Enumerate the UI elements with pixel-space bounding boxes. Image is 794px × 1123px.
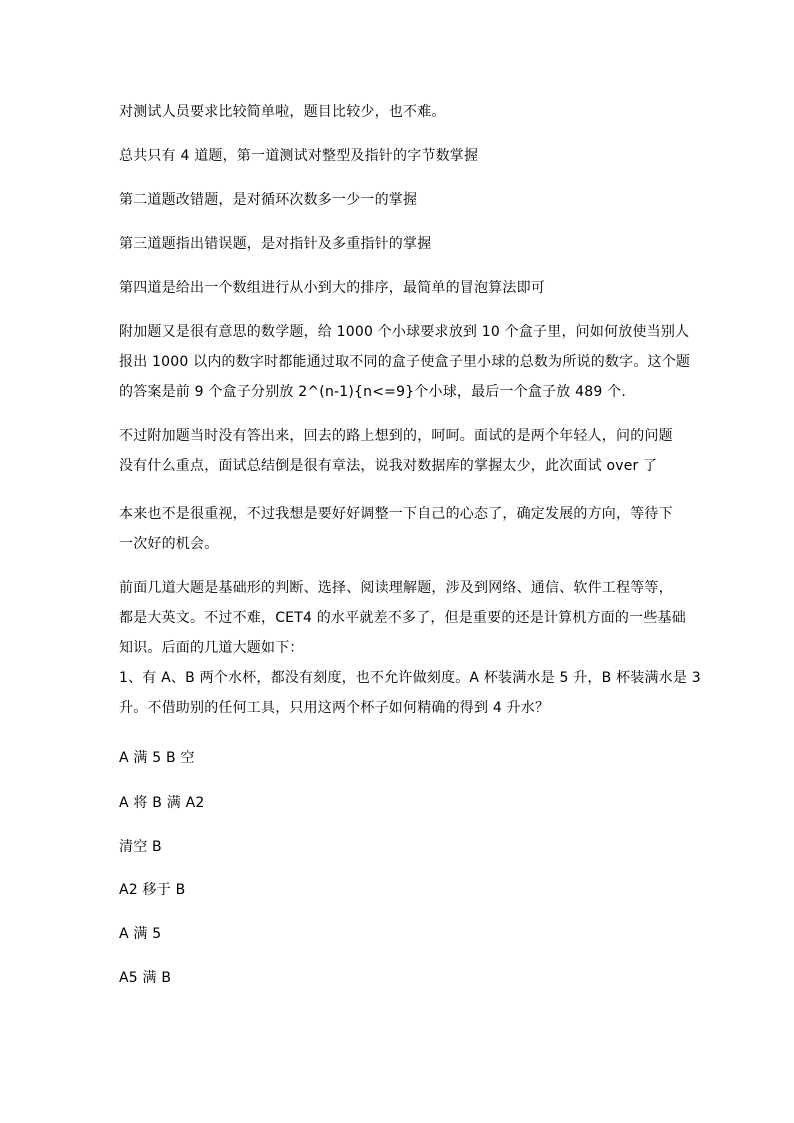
text-line: 1、有 A、B 两个水杯，都没有刻度，也不允许做刻度。A 杯装满水是 5 升，B 杯装满水是 3 <box>119 670 701 686</box>
text-line: 报出 1000 以内的数字时都能通过取不同的盒子使盒子里小球的总数为所说的数字。这个题 <box>119 354 691 370</box>
text-line: 第二道题改错题，是对循环次数多一少一的掌握 <box>119 192 418 208</box>
text-line: 对测试人员要求比较简单啦，题目比较少，也不难。 <box>119 104 446 120</box>
text-line: 第三道题指出错误题，是对指针及多重指针的掌握 <box>119 236 432 252</box>
text-line: A2 移于 B <box>119 882 186 898</box>
text-line: 升。不借助别的任何工具，只用这两个杯子如何精确的得到 4 升水？ <box>119 700 550 716</box>
text-line: A 满 5 <box>119 926 162 942</box>
text-line: 都是大英文。不过不难，CET4 的水平就差不多了，但是重要的还是计算机方面的一些基础 <box>119 610 686 626</box>
text-line: 没有什么重点，面试总结倒是很有章法，说我对数据库的掌握太少，此次面试 over 了 <box>119 458 658 474</box>
text-line: 第四道是给出一个数组进行从小到大的排序，最简单的冒泡算法即可 <box>119 280 545 296</box>
text-line: 不过附加题当时没有答出来，回去的路上想到的，呵呵。面试的是两个年轻人，问的问题 <box>119 428 673 444</box>
text-line: 的答案是前 9 个盒子分别放 2^(n-1){n<=9}个小球，最后一个盒子放 489 个. <box>119 384 626 400</box>
text-line: 清空 B <box>119 839 162 855</box>
text-line: 知识。后面的几道大题如下： <box>119 640 304 656</box>
text-line: A 将 B 满 A2 <box>119 795 205 811</box>
text-line: 总共只有 4 道题，第一道测试对整型及指针的字节数掌握 <box>119 148 479 164</box>
text-line: A 满 5 B 空 <box>119 750 195 766</box>
text-line: 一次好的机会。 <box>119 536 219 552</box>
text-line: A5 满 B <box>119 970 172 986</box>
text-line: 附加题又是很有意思的数学题，给 1000 个小球要求放到 10 个盒子里，问如何放使当别人 <box>119 324 690 340</box>
text-line: 本来也不是很重视，不过我想是要好好调整一下自己的心态了，确定发展的方向，等待下 <box>119 506 673 522</box>
text-line: 前面几道大题是基础形的判断、选择、阅读理解题，涉及到网络、通信、软件工程等等， <box>119 580 673 596</box>
